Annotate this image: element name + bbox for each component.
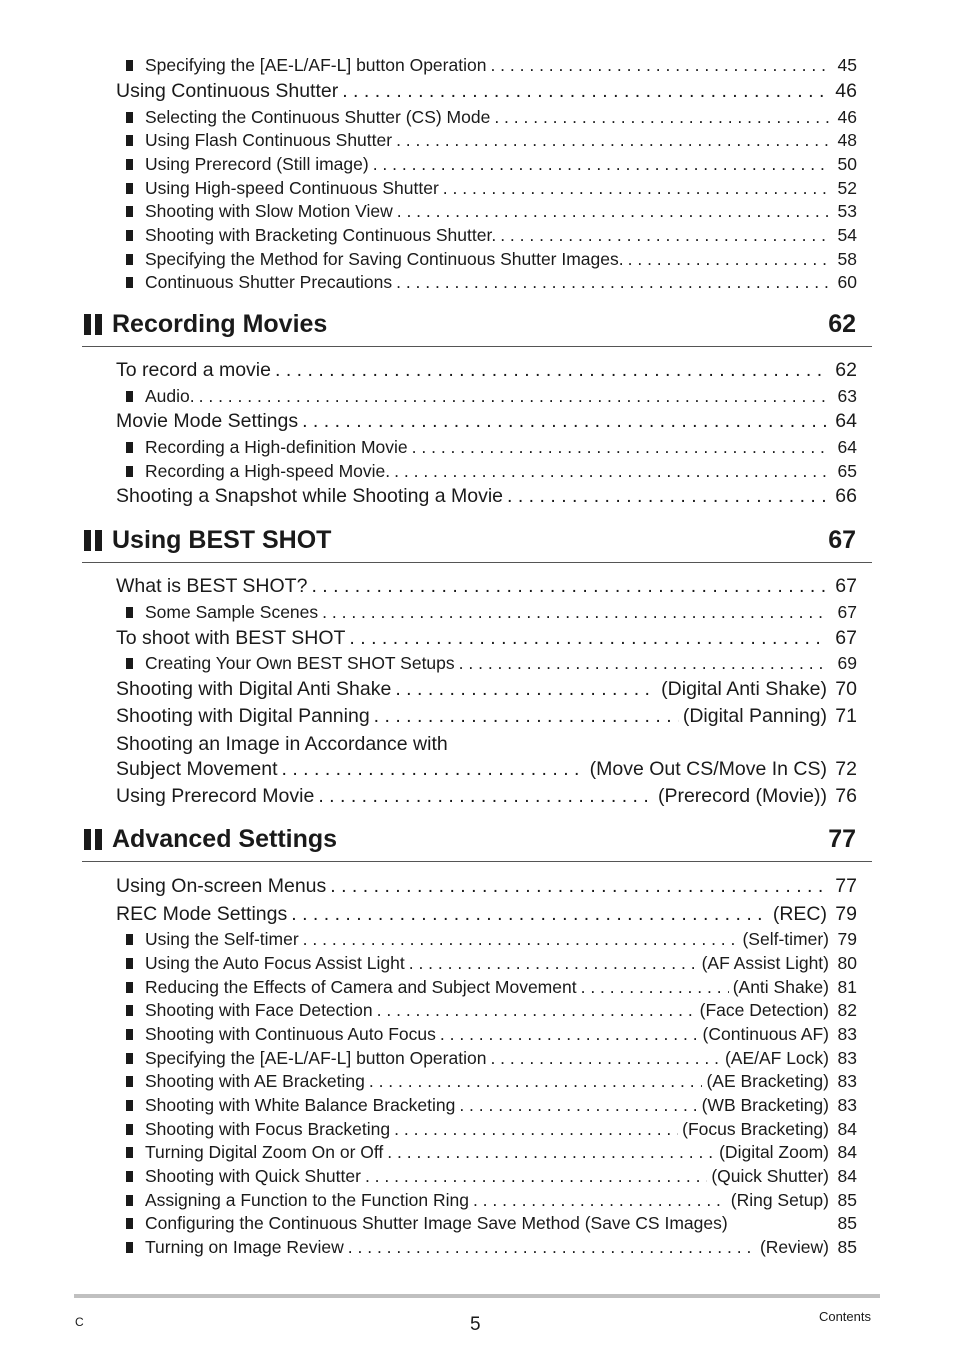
toc-entry-title: Reducing the Effects of Camera and Subject Movement <box>145 977 577 997</box>
toc-entry <box>126 461 857 485</box>
toc-entry-title: Shooting a Snapshot while Shooting a Movie <box>116 485 504 507</box>
bullet-icon <box>126 1242 133 1253</box>
leader-dots <box>490 1048 720 1069</box>
toc-entry-page: 71 <box>835 705 857 727</box>
toc-entry-page: 81 <box>837 977 857 997</box>
leader-dots <box>369 1071 703 1092</box>
toc-entry <box>126 602 857 626</box>
leader-dots <box>628 249 829 270</box>
toc-entry-reference: (Quick Shutter) <box>711 1166 829 1186</box>
toc-entry-page: 58 <box>837 249 857 269</box>
toc-entry <box>116 485 857 511</box>
toc-entry <box>116 359 857 385</box>
toc-entry-title: Configuring the Continuous Shutter Image Save Method (Save CS Images) <box>145 1213 728 1233</box>
toc-entry-reference: (Digital Panning) <box>682 705 827 727</box>
toc-entry-title: Turning on Image Review <box>145 1237 344 1257</box>
toc-entry-title: To shoot with BEST SHOT <box>116 627 346 649</box>
toc-entry-reference: (Ring Setup) <box>730 1190 829 1210</box>
leader-dots <box>330 875 827 898</box>
toc-entry-reference: (Digital Zoom) <box>719 1142 829 1162</box>
toc-entry-title: Creating Your Own BEST SHOT Setups <box>145 653 455 673</box>
leader-dots <box>377 1000 696 1021</box>
toc-entry-page: 62 <box>835 359 857 381</box>
bullet-icon <box>126 1195 133 1206</box>
toc-entry <box>126 55 857 79</box>
toc-entry <box>126 1119 857 1143</box>
bullet-icon <box>126 1147 133 1158</box>
toc-entry <box>126 1213 857 1237</box>
toc-entry-page: 67 <box>835 575 857 597</box>
toc-entry-title: Continuous Shutter Precautions <box>145 272 393 292</box>
toc-entry-title: Shooting an Image in Accordance with <box>116 733 448 755</box>
leader-dots <box>282 758 586 781</box>
toc-entry-title: Assigning a Function to the Function Ring <box>145 1190 469 1210</box>
toc-entry <box>116 875 857 901</box>
toc-entry-reference: (Digital Anti Shake) <box>661 678 827 700</box>
toc-entry-title: Recording a High-definition Movie <box>145 437 408 457</box>
toc-entry-title: Turning Digital Zoom On or Off <box>145 1142 384 1162</box>
toc-entry-title: Recording a High-speed Movie. <box>145 461 391 481</box>
toc-entry-title: Movie Mode Settings <box>116 410 299 432</box>
bullet-icon <box>126 159 133 170</box>
section-heading <box>82 312 872 348</box>
toc-entry-page: 64 <box>837 437 857 457</box>
toc-entry <box>126 130 857 154</box>
toc-entry-page: 54 <box>837 225 857 245</box>
toc-entry <box>116 785 857 811</box>
toc-entry-page: 82 <box>837 1000 857 1020</box>
leader-dots <box>302 410 827 433</box>
toc-entry-title: Audio. <box>145 386 195 406</box>
bullet-icon <box>126 607 133 618</box>
toc-entry-page: 72 <box>835 758 857 780</box>
toc-entry-title: Using High-speed Continuous Shutter <box>145 178 439 198</box>
toc-entry <box>116 903 857 929</box>
leader-dots <box>394 461 829 482</box>
toc-entry-page: 83 <box>837 1024 857 1044</box>
toc-entry-title: Some Sample Scenes <box>145 602 319 622</box>
bullet-icon <box>126 230 133 241</box>
toc-entry-reference: (Focus Bracketing) <box>682 1119 829 1139</box>
bullet-icon <box>126 112 133 123</box>
toc-entry-title: Selecting the Continuous Shutter (CS) Mode <box>145 107 491 127</box>
toc-entry <box>126 1048 857 1072</box>
toc-entry <box>126 977 857 1001</box>
toc-entry <box>126 929 857 953</box>
leader-dots <box>374 705 679 728</box>
leader-dots <box>365 1166 707 1187</box>
toc-entry-title: Shooting with Slow Motion View <box>145 201 393 221</box>
toc-entry-reference: (Anti Shake) <box>732 977 829 997</box>
toc-entry-title: What is BEST SHOT? <box>116 575 308 597</box>
toc-entry-reference: (Move Out CS/Move In CS) <box>589 758 827 780</box>
toc-entry-title: To record a movie <box>116 359 271 381</box>
footer-divider <box>74 1294 880 1298</box>
toc-entry-page: 77 <box>835 875 857 897</box>
toc-entry-page: 48 <box>837 130 857 150</box>
toc-entry-page: 85 <box>837 1190 857 1210</box>
bullet-icon <box>126 60 133 71</box>
toc-entry <box>126 178 857 202</box>
bullet-icon <box>126 206 133 217</box>
toc-entry <box>126 1071 857 1095</box>
toc-entry <box>126 1166 857 1190</box>
toc-entry-page: 67 <box>835 627 857 649</box>
section-heading-rule <box>82 346 872 347</box>
toc-entry-title: Shooting with Continuous Auto Focus <box>145 1024 436 1044</box>
bullet-icon <box>126 1100 133 1111</box>
bullet-icon <box>126 1171 133 1182</box>
toc-entry-title: Shooting with Bracketing Continuous Shutter. <box>145 225 497 245</box>
toc-entry-title: Using Prerecord Movie <box>116 785 315 807</box>
toc-entry <box>126 107 857 131</box>
toc-entry-title: Shooting with Face Detection <box>145 1000 373 1020</box>
toc-entry <box>126 1142 857 1166</box>
toc-entry-page: 83 <box>837 1071 857 1091</box>
bullet-icon <box>126 1053 133 1064</box>
toc-entry <box>126 1024 857 1048</box>
toc-entry <box>126 154 857 178</box>
toc-entry-page: 52 <box>837 178 857 198</box>
toc-entry-title: Specifying the [AE-L/AF-L] button Operation <box>145 1048 487 1068</box>
bullet-icon <box>126 254 133 265</box>
leader-dots <box>349 627 827 650</box>
bullet-icon <box>126 442 133 453</box>
toc-entry-page: 53 <box>837 201 857 221</box>
toc-entry <box>126 653 857 677</box>
toc-entry-page: 79 <box>837 929 857 949</box>
section-heading-title: Using BEST SHOT <box>112 526 332 554</box>
leader-dots <box>291 903 769 926</box>
toc-entry <box>126 249 857 273</box>
toc-entry-page: 83 <box>837 1048 857 1068</box>
toc-entry-page: 45 <box>837 55 857 75</box>
leader-dots <box>397 201 829 222</box>
toc-entry-title: Specifying the Method for Saving Continuous Shutter Images. <box>145 249 624 269</box>
toc-entry-title: Using On-screen Menus <box>116 875 327 897</box>
toc-entry-page: 85 <box>837 1237 857 1257</box>
toc-entry <box>116 80 857 106</box>
section-heading-rule <box>82 562 872 563</box>
leader-dots <box>440 1024 699 1045</box>
toc-entry-title: Using Flash Continuous Shutter <box>145 130 393 150</box>
section-heading-page: 67 <box>828 526 856 554</box>
bullet-icon <box>126 277 133 288</box>
section-heading-title: Advanced Settings <box>112 825 338 853</box>
leader-dots <box>373 154 829 175</box>
leader-dots <box>395 678 657 701</box>
bullet-icon <box>126 391 133 402</box>
toc-entry-reference: (Self-timer) <box>742 929 829 949</box>
toc-entry <box>126 1000 857 1024</box>
toc-entry-page: 84 <box>837 1119 857 1139</box>
leader-dots <box>494 107 829 128</box>
toc-entry-page: 46 <box>837 107 857 127</box>
bullet-icon <box>126 1076 133 1087</box>
bullet-icon <box>126 135 133 146</box>
toc-entry-reference: (AF Assist Light) <box>701 953 829 973</box>
leader-dots <box>199 386 829 407</box>
toc-entry-title: Shooting with White Balance Bracketing <box>145 1095 456 1115</box>
toc-entry-title: Using the Auto Focus Assist Light <box>145 953 405 973</box>
toc-entry <box>126 1237 857 1261</box>
bullet-icon <box>126 658 133 669</box>
toc-entry-page: 50 <box>837 154 857 174</box>
toc-entry-page: 63 <box>837 386 857 406</box>
page-number: 5 <box>470 1314 481 1335</box>
toc-entry-title: Using Prerecord (Still image) <box>145 154 369 174</box>
leader-dots <box>473 1190 727 1211</box>
toc-entry-reference: (Prerecord (Movie)) <box>657 785 827 807</box>
toc-entry-reference: (AE/AF Lock) <box>724 1048 829 1068</box>
toc-entry-title: Shooting with AE Bracketing <box>145 1071 365 1091</box>
toc-entry <box>126 437 857 461</box>
toc-entry-title: Shooting with Quick Shutter <box>145 1166 361 1186</box>
toc-entry <box>116 678 857 704</box>
toc-entry-page: 84 <box>837 1142 857 1162</box>
leader-dots <box>581 977 729 998</box>
leader-dots <box>348 1237 756 1258</box>
toc-entry-title: REC Mode Settings <box>116 903 288 925</box>
section-heading-rule <box>82 861 872 862</box>
toc-entry-page: 70 <box>835 678 857 700</box>
toc-entry <box>126 272 857 296</box>
leader-dots <box>394 1119 678 1140</box>
toc-entry <box>116 410 857 436</box>
toc-entry-page: 80 <box>837 953 857 973</box>
section-heading-page: 62 <box>828 310 856 338</box>
toc-entry-page: 67 <box>837 602 857 622</box>
footer-left-mark: C <box>75 1315 84 1329</box>
toc-entry-page: 65 <box>837 461 857 481</box>
leader-dots <box>507 485 827 508</box>
leader-dots <box>311 575 827 598</box>
toc-entry-title: Subject Movement <box>116 758 278 780</box>
toc-entry-title: Shooting with Digital Anti Shake <box>116 678 392 700</box>
toc-entry <box>116 758 857 784</box>
leader-dots <box>459 1095 697 1116</box>
bullet-icon <box>126 1218 133 1229</box>
toc-entry <box>116 575 857 601</box>
toc-entry <box>126 953 857 977</box>
toc-entry <box>126 201 857 225</box>
toc-entry-reference: (Review) <box>759 1237 829 1257</box>
leader-dots <box>409 953 698 974</box>
toc-entry <box>126 225 857 249</box>
toc-entry <box>126 1095 857 1119</box>
bullet-icon <box>126 1029 133 1040</box>
toc-entry-reference: (Continuous AF) <box>702 1024 829 1044</box>
toc-entry-page: 46 <box>835 80 857 102</box>
toc-entry <box>126 386 857 410</box>
toc-entry <box>116 705 857 731</box>
leader-dots <box>396 272 829 293</box>
bullet-icon <box>126 934 133 945</box>
bullet-icon <box>126 183 133 194</box>
bullet-icon <box>126 982 133 993</box>
toc-entry-title: Shooting with Digital Panning <box>116 705 370 727</box>
leader-dots <box>459 653 829 674</box>
section-heading <box>82 827 872 863</box>
leader-dots <box>322 602 829 623</box>
leader-dots <box>396 130 829 151</box>
leader-dots <box>342 80 827 103</box>
toc-entry-reference: (Face Detection) <box>699 1000 829 1020</box>
toc-entry-page: 60 <box>837 272 857 292</box>
toc-entry-page: 64 <box>835 410 857 432</box>
toc-entry-page: 66 <box>835 485 857 507</box>
toc-entry-reference: (WB Bracketing) <box>701 1095 829 1115</box>
footer-section-label: Contents <box>818 1309 871 1324</box>
toc-entry <box>126 1190 857 1214</box>
toc-entry-page: 69 <box>837 653 857 673</box>
toc-entry-reference: (REC) <box>772 903 827 925</box>
toc-entry-page: 79 <box>835 903 857 925</box>
toc-entry-page: 85 <box>837 1213 857 1233</box>
leader-dots <box>387 1142 715 1163</box>
bullet-icon <box>126 1124 133 1135</box>
toc-entry-title: Using the Self-timer <box>145 929 299 949</box>
toc-entry-page: 84 <box>837 1166 857 1186</box>
toc-entry-title: Specifying the [AE-L/AF-L] button Operation <box>145 55 487 75</box>
leader-dots <box>500 225 829 246</box>
leader-dots <box>443 178 829 199</box>
toc-entry-page: 83 <box>837 1095 857 1115</box>
toc-entry-reference: (AE Bracketing) <box>706 1071 829 1091</box>
bullet-icon <box>126 958 133 969</box>
leader-dots <box>490 55 829 76</box>
leader-dots <box>275 359 827 382</box>
leader-dots <box>412 437 829 458</box>
toc-entry <box>116 627 857 653</box>
section-heading-title: Recording Movies <box>112 310 328 338</box>
toc-entry-title: Shooting with Focus Bracketing <box>145 1119 391 1139</box>
leader-dots <box>303 929 739 950</box>
bullet-icon <box>126 466 133 477</box>
section-heading-page: 77 <box>828 825 856 853</box>
bullet-icon <box>126 1005 133 1016</box>
toc-entry-page: 76 <box>835 785 857 807</box>
section-heading <box>82 528 872 564</box>
toc-entry <box>116 733 857 759</box>
toc-entry-title: Using Continuous Shutter <box>116 80 339 102</box>
leader-dots <box>318 785 654 808</box>
